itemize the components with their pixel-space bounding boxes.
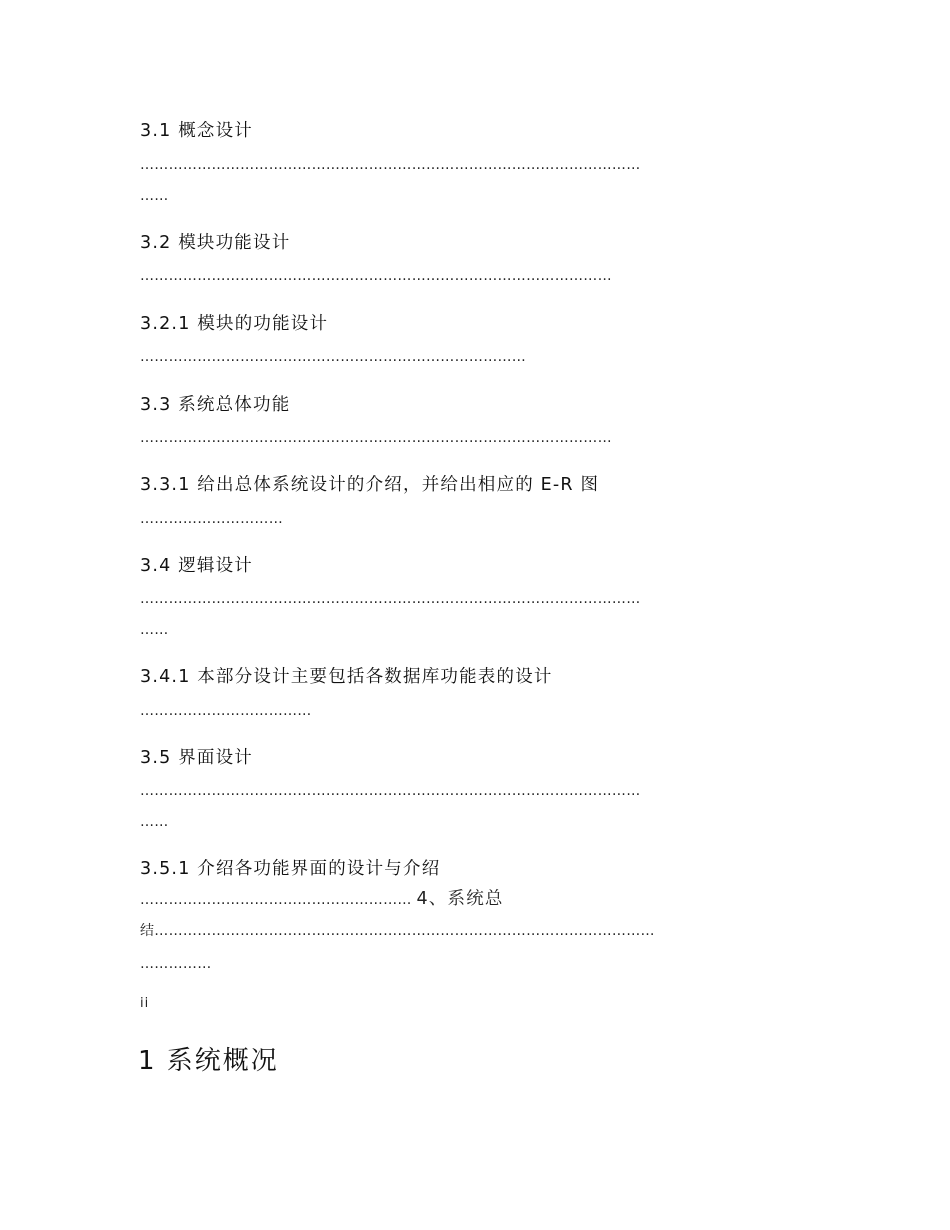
toc-leader-3-5-1: ………………………………………………… [140,892,412,908]
toc-leader-3-5: …………………………………………………………………………………………… [140,783,641,799]
page-number: ii [140,996,150,1011]
toc-leader-3-1-cont: …… [140,188,169,204]
toc-leader-3-2: ……………………………………………………………………………………… [140,268,612,284]
toc-entry-3-2: 3.2 模块功能设计 [140,233,291,253]
toc-entry-3-1: 3.1 概念设计 [140,121,253,141]
toc-entry-3-3: 3.3 系统总体功能 [140,395,291,415]
toc-leader-3-4-cont: …… [140,622,169,638]
toc-entry-3-5: 3.5 界面设计 [140,748,253,768]
toc-leader-3-5-1-row [140,889,504,910]
toc-entry-3-4-1: 3.4.1 本部分设计主要包括各数据库功能表的设计 [140,667,553,687]
toc-leader-3-3-1: ………………………… [140,511,283,527]
toc-entry-3-4: 3.4 逻辑设计 [140,556,253,576]
toc-leader-3-3: ……………………………………………………………………………………… [140,430,612,446]
section-heading: 1 系统概况 [138,1046,279,1076]
toc-entry-4: 4、系统总 [416,889,504,909]
toc-leader-3-4: …………………………………………………………………………………………… [140,591,641,607]
toc-leader-3-1: …………………………………………………………………………………………… [140,157,641,173]
toc-entry-4-wrap: 结…………………………………………………………………………………………… [140,923,655,939]
toc-entry-3-3-1: 3.3.1 给出总体系统设计的介绍，并给出相应的 E-R 图 [140,475,600,495]
toc-leader-3-5-cont: …… [140,814,169,830]
toc-entry-3-5-1: 3.5.1 介绍各功能界面的设计与介绍 [140,859,441,879]
toc-leader-3-4-1: ……………………………… [140,703,312,719]
toc-entry-3-2-1: 3.2.1 模块的功能设计 [140,314,329,334]
toc-leader-4-cont: …………… [140,956,212,972]
toc-leader-3-2-1: ……………………………………………………………………… [140,349,527,365]
